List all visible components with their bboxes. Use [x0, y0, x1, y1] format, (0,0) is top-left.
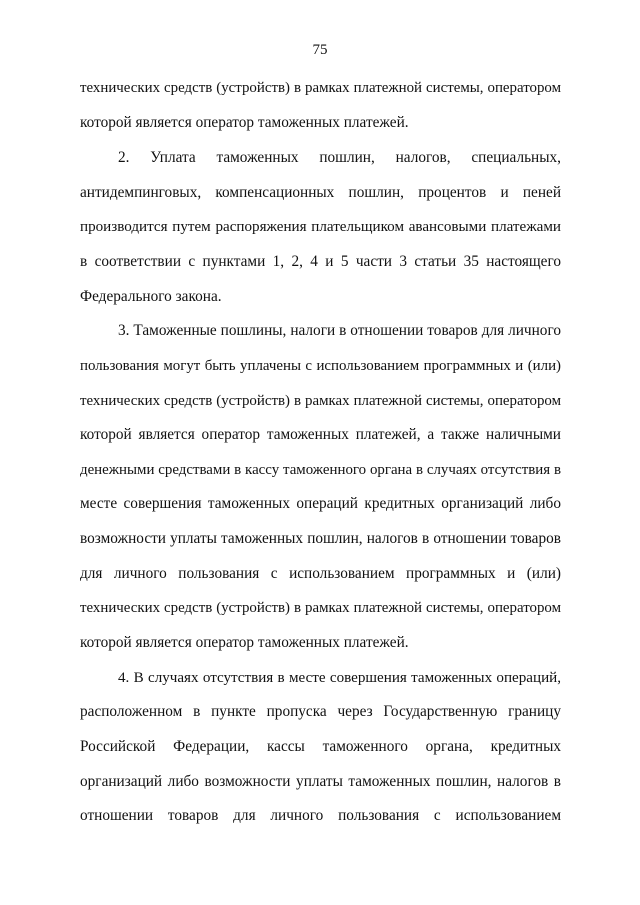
text-line: Федерального закона. — [80, 288, 222, 305]
text-line: производится путем распоряжения плательщиком авансовыми платежами — [80, 219, 561, 235]
text-line: расположенном в пункте пропуска через Государственную границу — [80, 703, 561, 720]
text-line: отношении товаров для личного пользования с использованием — [80, 807, 561, 824]
text-line: которой является оператор таможенных платежей, а также наличными — [80, 426, 561, 443]
text-line: Российской Федерации, кассы таможенного органа, кредитных — [80, 738, 561, 755]
paragraph-3-start: 3. Таможенные пошлины, налоги в отношении товаров для личного — [118, 322, 561, 339]
text-line: в соответствии с пунктами 1, 2, 4 и 5 части 3 статьи 35 настоящего — [80, 253, 561, 270]
text-line: денежными средствами в кассу таможенного органа в случаях отсутствия в — [80, 462, 561, 478]
text-line: технических средств (устройств) в рамках платежной системы, оператором — [80, 393, 561, 409]
text-line: месте совершения таможенных операций кредитных организаций либо — [80, 495, 561, 512]
text-line: организаций либо возможности уплаты таможенных пошлин, налогов в — [80, 773, 561, 790]
text-line: технических средств (устройств) в рамках платежной системы, оператором — [80, 600, 561, 616]
paragraph-2-start: 2. Уплата таможенных пошлин, налогов, специальных, — [118, 149, 561, 166]
text-line: пользования могут быть уплачены с использованием программных и (или) — [80, 358, 561, 374]
page-number: 75 — [312, 42, 328, 58]
text-line: антидемпинговых, компенсационных пошлин, процентов и пеней — [80, 184, 561, 201]
text-line: возможности уплаты таможенных пошлин, налогов в отношении товаров — [80, 530, 561, 547]
text-line: которой является оператор таможенных платежей. — [80, 634, 409, 651]
text-line: которой является оператор таможенных платежей. — [80, 114, 409, 131]
paragraph-4-start: 4. В случаях отсутствия в месте совершения таможенных операций, — [118, 670, 561, 686]
text-line: для личного пользования с использованием программных и (или) — [80, 565, 561, 582]
text-line: технических средств (устройств) в рамках платежной системы, оператором — [80, 80, 561, 96]
